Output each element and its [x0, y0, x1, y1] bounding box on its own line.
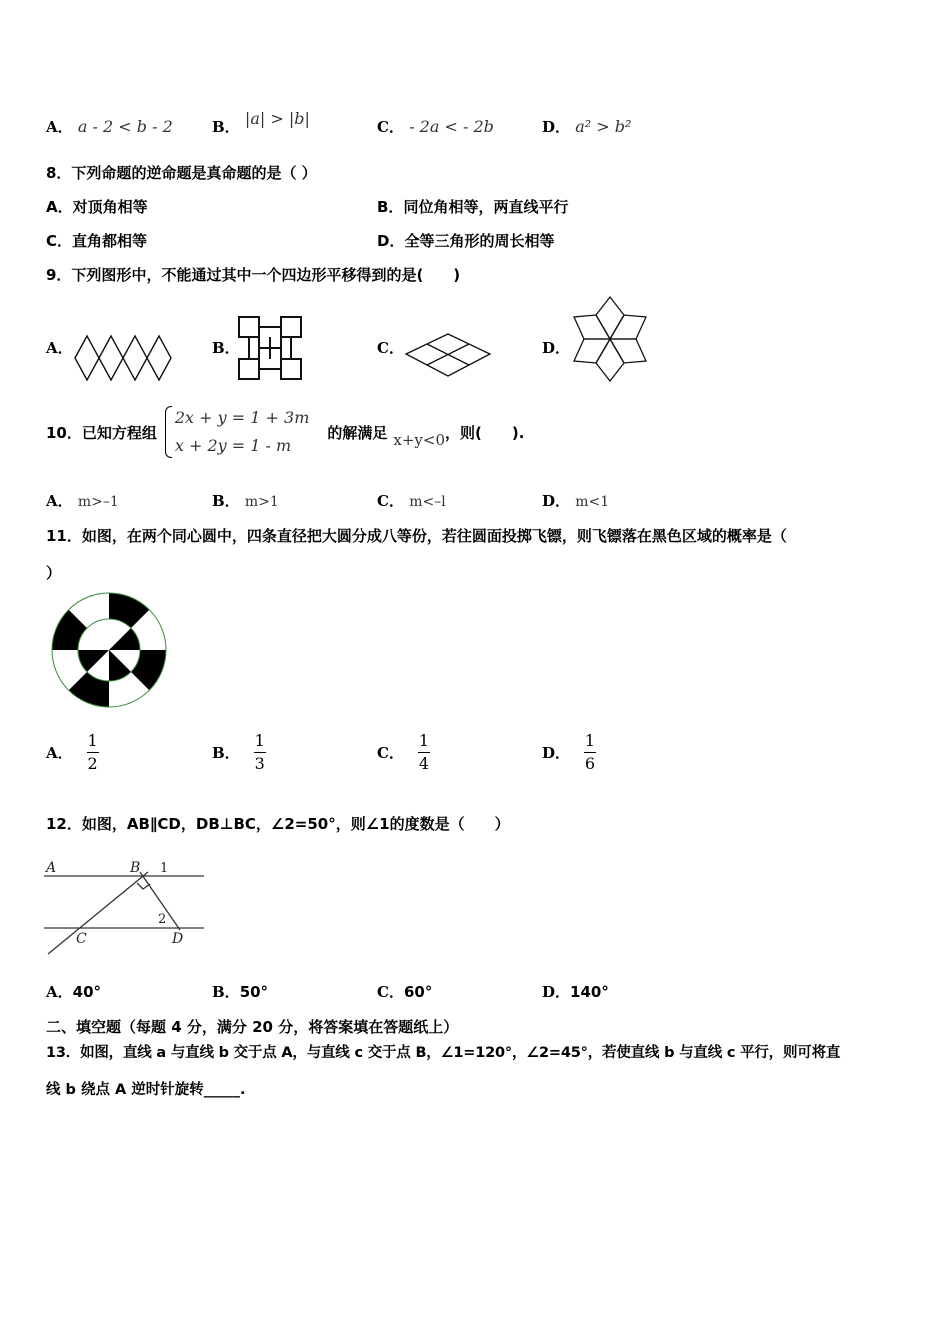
q9-option-d-label: D． — [542, 339, 571, 357]
q7-option-b — [212, 108, 310, 136]
fraction-bar — [87, 752, 99, 753]
option-math: |a| > |b| — [244, 109, 310, 128]
q12-option-b — [212, 981, 268, 1002]
q10-stem — [46, 404, 524, 460]
option-math: a² > b² — [575, 117, 632, 136]
q7-option-d — [542, 116, 631, 137]
numerator: 1 — [418, 730, 430, 750]
q8-option-a — [46, 196, 148, 217]
fraction — [87, 732, 99, 773]
option-text: 60° — [403, 983, 433, 1001]
option-label: A． — [46, 492, 73, 510]
q9-figure-b-square-grid — [238, 316, 304, 382]
denominator: 4 — [418, 753, 430, 773]
option-label: B． — [212, 118, 240, 136]
q10-prefix: 10．已知方程组 — [46, 423, 157, 442]
q10-option-b — [212, 490, 279, 511]
q11-option-c — [377, 728, 430, 776]
q7-option-c — [377, 116, 494, 137]
option-label: B． — [212, 492, 240, 510]
equation-2: x + 2y = 1 - m — [174, 436, 292, 455]
equation-system — [165, 404, 310, 460]
label-d: D — [172, 931, 184, 947]
option-text: 50° — [239, 983, 269, 1001]
q9-stem: 9．下列图形中，不能通过其中一个四边形平移得到的是( ) — [46, 266, 461, 284]
q8-option-c — [46, 230, 147, 251]
fraction-bar — [418, 752, 430, 753]
option-math: m>1 — [244, 494, 279, 510]
q12-stem: 12．如图，AB∥CD，DB⊥BC，∠2=50°，则∠1的度数是（ ） — [46, 815, 510, 833]
option-label: D． — [542, 492, 571, 510]
q11-dartboard-figure — [50, 591, 168, 709]
fraction-bar — [254, 752, 266, 753]
q9-figure-a-diamond-chain — [75, 334, 175, 382]
option-math: a - 2 < b - 2 — [77, 117, 173, 136]
brace-icon — [165, 406, 172, 458]
q10-condition: x+y<0 — [393, 431, 446, 449]
q9-option-a-label: A． — [46, 339, 73, 357]
label-c: C — [76, 931, 87, 947]
denominator: 2 — [87, 753, 98, 773]
q11-option-b — [212, 728, 266, 776]
option-math: m<–l — [409, 494, 446, 510]
q10-suffix: ，则( ). — [445, 423, 525, 442]
q7-option-a — [46, 116, 173, 137]
option-label: B． — [212, 983, 240, 1001]
option-label: C． — [377, 743, 404, 762]
q11-stem-line1: 11．如图，在两个同心圆中，四条直径把大圆分成八等份，若往圆面投掷飞镖，则飞镖落在黑色区域的概率是（ — [46, 527, 787, 545]
q10-option-d — [542, 490, 609, 511]
label-b: B — [130, 860, 141, 876]
fraction — [418, 732, 430, 773]
numerator: 1 — [87, 730, 98, 750]
q11-option-a — [46, 728, 99, 776]
option-label: D． — [542, 118, 571, 136]
option-label: A． — [46, 118, 73, 136]
q8-option-d — [377, 230, 554, 251]
option-math: m<1 — [575, 494, 610, 510]
option-text: 对顶角相等 — [72, 198, 148, 216]
q9-figure-c-rhombus — [404, 332, 492, 380]
option-label: A． — [46, 983, 73, 1001]
q9-option-c-label: C． — [377, 339, 404, 357]
q10-middle: 的解满足 — [327, 423, 388, 442]
option-label: C． — [377, 118, 404, 136]
option-label: B． — [212, 743, 240, 762]
fraction — [254, 732, 266, 773]
option-label: C． — [46, 232, 73, 250]
option-label: C． — [377, 492, 404, 510]
option-label: A． — [46, 743, 73, 762]
option-text: 140° — [570, 983, 609, 1001]
label-a: A — [46, 860, 57, 876]
section-2-heading: 二、填空题（每题 4 分，满分 20 分，将答案填在答题纸上） — [46, 1018, 459, 1036]
q11-option-d — [542, 728, 596, 776]
q12-parallel-lines-figure — [44, 850, 206, 960]
q9-option-b-label: B． — [212, 339, 240, 357]
option-math: - 2a < - 2b — [409, 117, 494, 136]
angle-2-label: 2 — [158, 912, 167, 927]
option-text: 直角都相等 — [72, 232, 148, 250]
equation-1: 2x + y = 1 + 3m — [174, 408, 310, 427]
q11-stem-line2: ） — [46, 564, 62, 582]
q12-option-a — [46, 981, 101, 1002]
q12-option-c — [377, 981, 432, 1002]
angle-1-label: 1 — [160, 861, 169, 876]
q8-stem: 8．下列命题的逆命题是真命题的是（ ） — [46, 164, 317, 182]
q13-line2: 线 b 绕点 A 逆时针旋转_____. — [46, 1082, 246, 1098]
denominator: 3 — [254, 753, 265, 773]
denominator: 6 — [584, 753, 596, 773]
option-text: 40° — [72, 983, 102, 1001]
numerator: 1 — [254, 730, 265, 750]
option-text: 全等三角形的周长相等 — [404, 232, 555, 250]
q9-figure-d-star — [572, 295, 648, 383]
option-label: C． — [377, 983, 404, 1001]
fraction — [584, 732, 596, 773]
q10-option-c — [377, 490, 446, 511]
option-math: m>–1 — [77, 494, 119, 510]
q13-line1: 13．如图，直线 a 与直线 b 交于点 A，与直线 c 交于点 B，∠1=120°，∠2=45°，若使直线 b 与直线 c 平行，则可将直 — [46, 1045, 841, 1061]
option-label: D． — [542, 743, 571, 762]
numerator: 1 — [584, 730, 596, 750]
fraction-bar — [584, 752, 596, 753]
option-label: A． — [46, 198, 73, 216]
option-text: 同位角相等，两直线平行 — [403, 198, 569, 216]
q12-option-d — [542, 981, 609, 1002]
option-label: B． — [377, 198, 404, 216]
option-label: D． — [542, 983, 571, 1001]
q10-option-a — [46, 490, 119, 511]
q8-option-b — [377, 196, 568, 217]
option-label: D． — [377, 232, 405, 250]
